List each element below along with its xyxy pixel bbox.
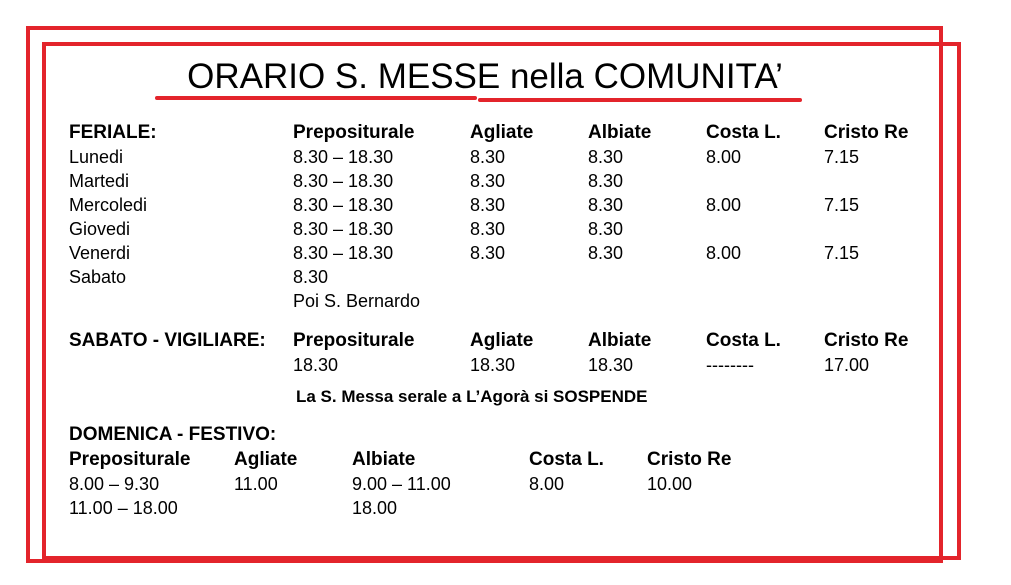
table-cell: 8.30 bbox=[293, 267, 329, 287]
table-cell: 7.15 bbox=[824, 243, 860, 263]
feriale-header-prepositurale: Prepositurale bbox=[293, 122, 415, 143]
table-cell: 8.00 bbox=[529, 474, 565, 494]
table-cell: 8.30 bbox=[588, 171, 624, 191]
domenica-header-cristore: Cristo Re bbox=[647, 449, 732, 470]
table-cell: 8.00 bbox=[706, 243, 742, 263]
table-cell: 18.30 bbox=[293, 355, 339, 375]
table-cell: 18.30 bbox=[588, 355, 634, 375]
feriale-day-lunedi: Lunedi bbox=[69, 147, 124, 167]
title-underline-right bbox=[478, 98, 802, 102]
table-cell: 11.00 – 18.00 bbox=[69, 498, 178, 518]
vigiliare-header-albiate: Albiate bbox=[588, 330, 652, 351]
table-cell: 17.00 bbox=[824, 355, 870, 375]
table-cell: 11.00 bbox=[234, 474, 278, 494]
table-cell: 8.30 – 18.30 bbox=[293, 147, 394, 167]
vigiliare-label: SABATO - VIGILIARE: bbox=[69, 330, 266, 351]
table-cell: 18.00 bbox=[352, 498, 398, 518]
table-cell: 8.00 – 9.30 bbox=[69, 474, 160, 494]
feriale-day-sabato: Sabato bbox=[69, 267, 127, 287]
feriale-day-venerdi: Venerdi bbox=[69, 243, 131, 263]
table-cell: -------- bbox=[706, 355, 754, 375]
table-cell: 8.30 bbox=[470, 147, 506, 167]
table-cell: 8.30 bbox=[588, 195, 624, 215]
feriale-day-mercoledi: Mercoledi bbox=[69, 195, 148, 215]
feriale-header-albiate: Albiate bbox=[588, 122, 652, 143]
table-cell: 8.30 bbox=[588, 243, 624, 263]
feriale-day-giovedi: Giovedi bbox=[69, 219, 131, 239]
agora-suspended-note: La S. Messa serale a L’Agorà si SOSPENDE bbox=[296, 387, 648, 406]
table-cell: 7.15 bbox=[824, 147, 860, 167]
feriale-header-cristore: Cristo Re bbox=[824, 122, 909, 143]
domenica-header-costa: Costa L. bbox=[529, 449, 604, 470]
domenica-header-prepositurale: Prepositurale bbox=[69, 449, 191, 470]
feriale-label: FERIALE: bbox=[69, 122, 157, 143]
domenica-header-agliate: Agliate bbox=[234, 449, 298, 470]
table-cell: 8.30 bbox=[470, 243, 506, 263]
table-cell: 8.30 – 18.30 bbox=[293, 171, 394, 191]
domenica-label: DOMENICA - FESTIVO: bbox=[69, 424, 277, 445]
table-cell: 9.00 – 11.00 bbox=[352, 474, 451, 494]
table-cell: 8.30 – 18.30 bbox=[293, 243, 394, 263]
domenica-header-albiate: Albiate bbox=[352, 449, 416, 470]
vigiliare-header-cristore: Cristo Re bbox=[824, 330, 909, 351]
table-cell: 8.00 bbox=[706, 147, 742, 167]
outer-frame-front bbox=[42, 42, 961, 560]
title-underline-left bbox=[155, 96, 477, 100]
table-cell: 8.30 bbox=[470, 195, 506, 215]
table-cell: 7.15 bbox=[824, 195, 860, 215]
table-cell: 8.30 bbox=[588, 219, 624, 239]
feriale-header-agliate: Agliate bbox=[470, 122, 534, 143]
table-cell: 18.30 bbox=[470, 355, 516, 375]
feriale-day-martedi: Martedi bbox=[69, 171, 130, 191]
feriale-header-costa: Costa L. bbox=[706, 122, 781, 143]
vigiliare-header-prepositurale: Prepositurale bbox=[293, 330, 415, 351]
table-cell: 8.30 bbox=[470, 171, 506, 191]
sabato-extra-note: Poi S. Bernardo bbox=[293, 291, 421, 311]
page-title: ORARIO S. MESSE nella COMUNITA’ bbox=[187, 57, 783, 96]
vigiliare-header-costa: Costa L. bbox=[706, 330, 781, 351]
table-cell: 8.30 bbox=[588, 147, 624, 167]
vigiliare-header-agliate: Agliate bbox=[470, 330, 534, 351]
table-cell: 8.30 – 18.30 bbox=[293, 219, 394, 239]
table-cell: 8.30 bbox=[470, 219, 506, 239]
table-cell: 10.00 bbox=[647, 474, 693, 494]
table-cell: 8.00 bbox=[706, 195, 742, 215]
table-cell: 8.30 – 18.30 bbox=[293, 195, 394, 215]
